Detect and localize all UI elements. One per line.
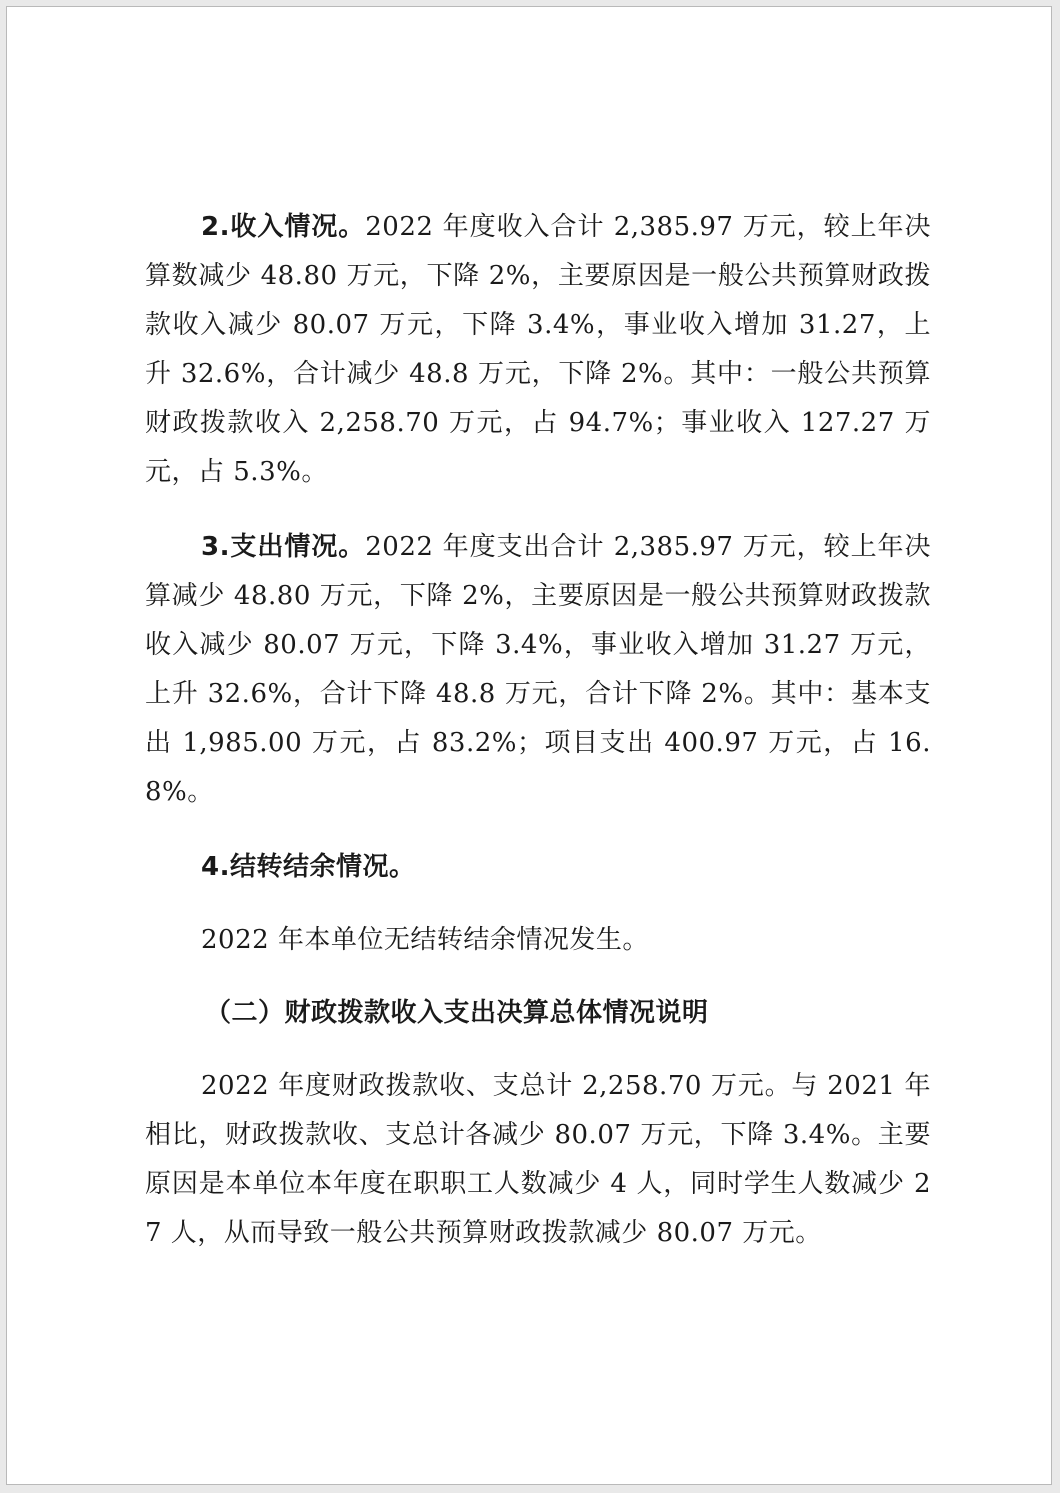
spacer [145, 892, 931, 916]
expenditure-heading: 3.支出情况。 [201, 532, 366, 562]
document-body [145, 203, 931, 1258]
carryover-heading: 4.结转结余情况。 [201, 852, 416, 882]
document-page [6, 6, 1052, 1485]
carryover-paragraph: 2022 年本单位无结转结余情况发生。 [201, 925, 649, 955]
expenditure-paragraph [145, 523, 931, 817]
income-text: 2022 年度收入合计 2,385.97 万元，较上年决算数减少 48.80 万元，下降 2%，主要原因是一般公共预算财政拨款收入减少 80.07 万元，下降 3.4%，事业收入增加 31.27，上升 32.6%，合计减少 48.8 万元，下降 2%。其中：一般公共预算财政拨款收入 2,258.70 万元，占 94.7%；事业收入 127.27 万元，占 5.3%。 [145, 212, 931, 487]
spacer [145, 497, 931, 523]
income-paragraph [145, 203, 931, 497]
expenditure-text: 2022 年度支出合计 2,385.97 万元，较上年决算减少 48.80 万元，下降 2%，主要原因是一般公共预算财政拨款收入减少 80.07 万元，下降 3.4%，事业收入增加 31.27 万元，上升 32.6%，合计下降 48.8 万元，合计下降 2%。其中：基本支出 1,985.00 万元，占 83.2%；项目支出 400.97 万元，占 16.8%。 [145, 532, 931, 807]
spacer [145, 1038, 931, 1062]
fiscal-section-paragraph: 2022 年度财政拨款收、支总计 2,258.70 万元。与 2021 年相比，财政拨款收、支总计各减少 80.07 万元，下降 3.4%。主要原因是本单位本年度在职职工人数减少 4 人，同时学生人数减少 27 人，从而导致一般公共预算财政拨款减少 80.07 万元。 [145, 1071, 931, 1248]
fiscal-section-title: （二）财政拨款收入支出决算总体情况说明 [205, 998, 709, 1028]
spacer [145, 817, 931, 843]
spacer [145, 965, 931, 989]
income-heading: 2.收入情况。 [201, 212, 366, 242]
